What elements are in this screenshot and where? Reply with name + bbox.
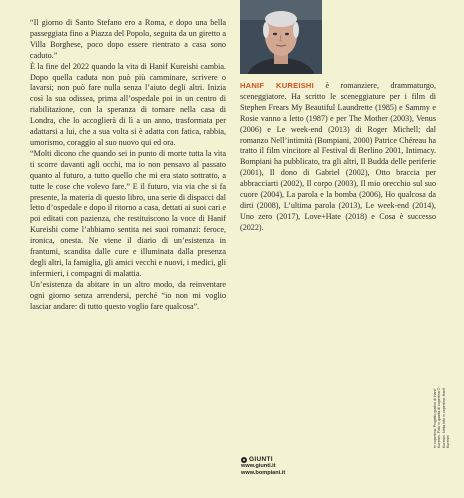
publisher-logo-text: GIUNTI	[249, 456, 273, 463]
publisher-url-bompiani[interactable]: www.bompiani.it	[241, 470, 286, 477]
blurb-paragraph: È la fine del 2022 quando la vita di Hanif Kureishi cambia. Dopo quella caduta non può più camminare, scrivere o lavarsi; non può fare nulla senza l’aiuto degli altri. Inizia così la sua odissea, prima all’ospedale poi in un centro di riabilitazione, con la speranza di tornare nella casa di Londra, che lo accoglierà di lì a un anno, trasformata per adattarsi a lui, che a sua volta si è adatta con fatica, rabbia, umorismo, coraggio al suo nuovo qui ed ora.	[30, 61, 226, 147]
author-name: HANIF KUREISHI	[240, 81, 314, 90]
blurb-paragraph: Un’esistenza da abitare in un altro modo, da reinventare ogni giorno senza arrendersi, perché “io non mi voglio lasciar andare: di tutto questo voglio fare qualcosa”.	[30, 279, 226, 311]
publisher-logo	[241, 456, 285, 463]
blurb-paragraph: “Il giorno di Santo Stefano ero a Roma, e dopo una bella passeggiata fino a Piazza del Popolo, seguita da un giretto a Villa Borghese, poco dopo essere rientrato a casa sono caduto.”	[30, 18, 226, 60]
back-cover-blurb	[30, 18, 226, 312]
author-portrait-image	[240, 0, 322, 74]
author-bio	[240, 81, 436, 234]
publisher-block	[241, 456, 285, 478]
cover-credits	[433, 388, 464, 448]
publisher-logo-icon	[241, 457, 247, 463]
credits-text: In copertina: Progetto grafico di Hanif Kureishi. Foto in quarta di copertina © Kureishi. Nella foto in copertina: Hanif Kureishi	[433, 387, 451, 448]
author-photo	[240, 0, 322, 74]
author-bio-text: è romanziere, drammaturgo, sceneggiatore. Ha scritto le sceneggiature per i film di Stephen Frears My Beautiful Laundrette (1985) e Sammy e Rosie vanno a letto (1987) e per The Mother (2003), Venus (2006) e Le week-end (2013) di Roger Michell; dal romanzo Nell’intimità (Bompiani, 2000) Patrice Chéreau ha tratto il film vincitore al Festival di Berlino 2001, Intimacy. Bompiani ha pubblicato, tra gli altri, Il Budda delle periferie (2001), Il dono di Gabriel (2002), Otto braccia per abbracciarti (2002), Il corpo (2003), Il mio orecchio sul suo cuore (2004), La parola e la bomba (2006), Ho qualcosa da dirti (2008), L’ultima parola (2013), Le week-end (2014), Uno zero (2017), Love+Hate (2018) e Cosa è successo (2022).	[240, 81, 436, 232]
blurb-paragraph: “Molti dicono che quando sei in punto di morte tutta la vita ti scorre davanti agli occhi, ma io non pensavo al passato quanto al futuro, a tutto quello che mi era stato sottratto, a tutte le cose che volevo fare.” E il futuro, via via che si fa presente, la materia di questo libro, una serie di dispacci dal letto d’ospedale e dopo il ritorno a casa, dettati ai suoi cari e poi editati con pazienza, che restituiscono la voce di Hanif Kureishi come l’abbiamo sentita nei suoi romanzi: feroce, ironica, onesta. Ne viene il diario di un’esistenza in frantumi, scandita dalle cure e illuminata dalla presenza degli altri, la famiglia, gli amici vecchi e nuovi, i medici, gli infermieri, i compagni di malattia.	[30, 148, 226, 278]
publisher-url-giunti[interactable]: www.giunti.it	[241, 463, 276, 469]
